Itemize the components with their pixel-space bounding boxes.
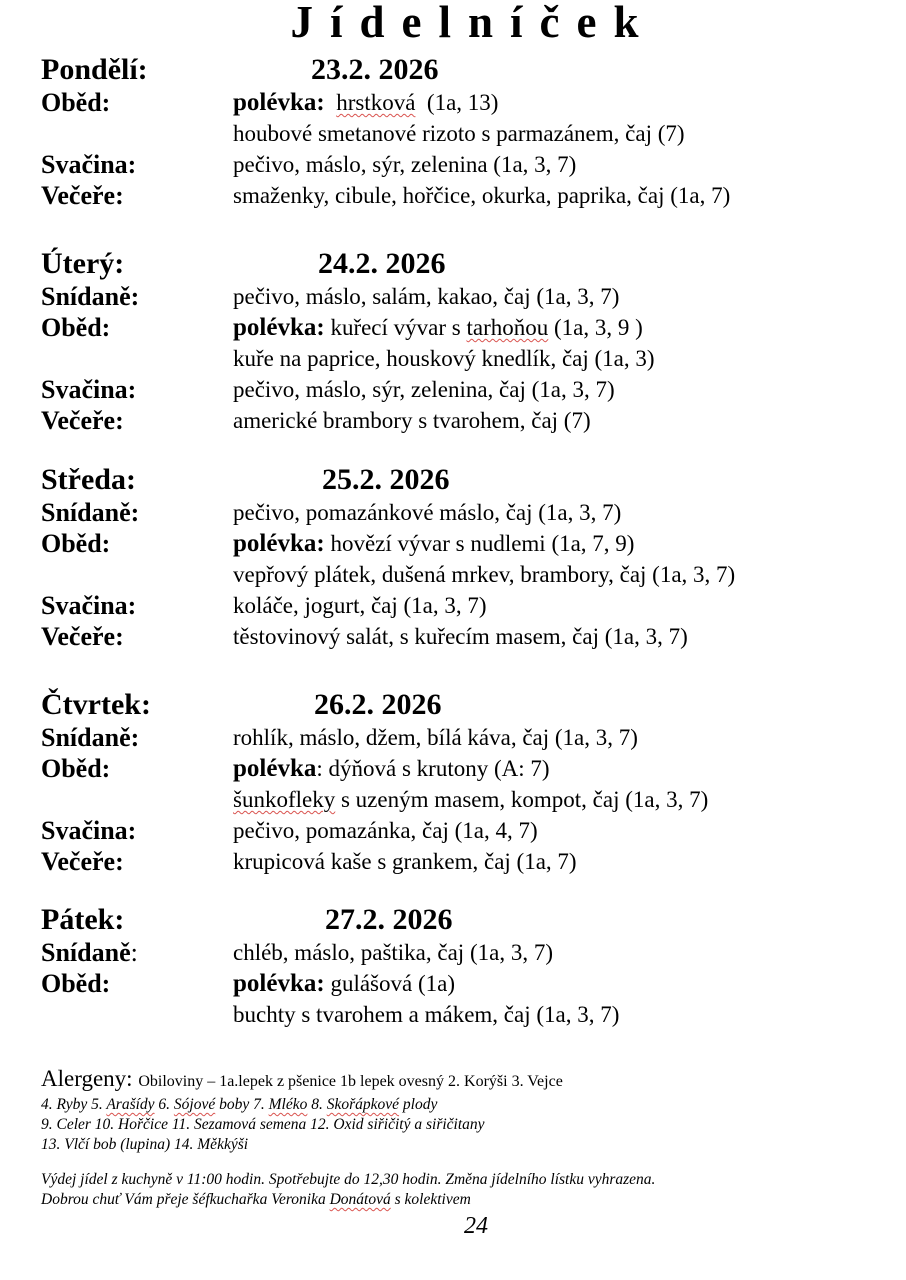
day-date: 23.2. 2026: [311, 53, 439, 86]
dinner-text: americké brambory s tvarohem, čaj (7): [233, 408, 591, 433]
allergens-legend: [41, 1066, 901, 1155]
allergens-word: Skořápkové: [326, 1096, 400, 1113]
main-course: [233, 784, 708, 815]
allergens-text: plody: [402, 1096, 438, 1113]
day-monday: [0, 53, 906, 211]
day-friday: [0, 903, 906, 1030]
breakfast-text: chléb, máslo, paštika, čaj (1a, 3, 7): [233, 940, 553, 965]
soup-line: [233, 968, 455, 999]
soup-keyword: polévka:: [233, 89, 325, 116]
soup-allergens: (1a, 3, 9 ): [554, 315, 643, 340]
soup-name: hovězí vývar s nudlemi (1a, 7, 9): [330, 531, 635, 556]
lunch-label: Oběd:: [41, 754, 111, 783]
soup-name: hrstková: [336, 90, 416, 115]
breakfast-label: Snídaně:: [41, 282, 140, 311]
soup-line: [233, 753, 550, 784]
lunch-label: Oběd:: [41, 529, 111, 558]
soup-keyword: polévka: [233, 755, 317, 782]
soup-keyword: polévka:: [233, 530, 325, 557]
day-name: Středa:: [41, 463, 136, 496]
soup-line: [233, 528, 634, 559]
allergens-text: 8.: [311, 1096, 323, 1113]
snack-label: Svačina:: [41, 816, 137, 845]
lunch-label: Oběd:: [41, 88, 111, 117]
allergens-text: 6.: [158, 1096, 171, 1113]
breakfast-label-colon: :: [130, 938, 138, 967]
main-course: houbové smetanové rizoto s parmazánem, čaj (7): [233, 121, 685, 146]
main-rest: s uzeným masem, kompot, čaj (1a, 3, 7): [340, 787, 709, 812]
snack-label: Svačina:: [41, 150, 137, 179]
snack-text: pečivo, máslo, sýr, zelenina (1a, 3, 7): [233, 152, 577, 177]
dinner-text: smaženky, cibule, hořčice, okurka, paprika, čaj (1a, 7): [233, 183, 731, 208]
footer-line-2: [41, 1190, 901, 1210]
breakfast-label: Snídaně:: [41, 723, 140, 752]
dinner-text: krupicová kaše s grankem, čaj (1a, 7): [233, 849, 577, 874]
page-title: Jídelníček: [290, 0, 656, 47]
day-wednesday: [0, 463, 906, 652]
main-course: vepřový plátek, dušená mrkev, brambory, čaj (1a, 3, 7): [233, 562, 736, 587]
day-tuesday: [0, 247, 906, 436]
allergens-text: 4. Ryby 5.: [41, 1096, 103, 1113]
allergens-word: Mléko: [268, 1096, 308, 1113]
allergens-text: boby 7.: [219, 1096, 265, 1113]
lunch-label: Oběd:: [41, 313, 111, 342]
day-name: Čtvrtek:: [41, 688, 151, 721]
footer-line-1: Výdej jídel z kuchyně v 11:00 hodin. Spotřebujte do 12,30 hodin. Změna jídelního lístku vyhrazena.: [41, 1171, 656, 1188]
breakfast-text: pečivo, pomazánkové máslo, čaj (1a, 3, 7): [233, 500, 622, 525]
day-date: 25.2. 2026: [322, 463, 450, 496]
allergens-line-4: 13. Vlčí bob (lupina) 14. Měkkýši: [41, 1136, 249, 1153]
page-number: 24: [464, 1213, 488, 1239]
breakfast-label-text: Snídaně: [41, 938, 131, 967]
snack-text: koláče, jogurt, čaj (1a, 3, 7): [233, 593, 487, 618]
soup-name: kuřecí vývar s: [330, 315, 461, 340]
day-thursday: [0, 688, 906, 877]
day-name: Pondělí:: [41, 53, 148, 86]
allergens-label: Alergeny:: [41, 1066, 133, 1091]
breakfast-text: rohlík, máslo, džem, bílá káva, čaj (1a, 3, 7): [233, 725, 638, 750]
day-date: 26.2. 2026: [314, 688, 442, 721]
main-course: buchty s tvarohem a mákem, čaj (1a, 3, 7): [233, 1002, 620, 1027]
snack-text: pečivo, máslo, sýr, zelenina, čaj (1a, 3, 7): [233, 377, 615, 402]
soup-word: tarhoňou: [466, 315, 549, 340]
dinner-label: Večeře:: [41, 622, 124, 651]
footer-notice: [41, 1170, 901, 1210]
day-date: 27.2. 2026: [325, 903, 453, 936]
soup-line: [233, 312, 643, 343]
soup-name: gulášová (1a): [330, 971, 455, 996]
dinner-label: Večeře:: [41, 406, 124, 435]
breakfast-label: Snídaně:: [41, 498, 140, 527]
dinner-label: Večeře:: [41, 847, 124, 876]
soup-name: : dýňová s krutony (A: 7): [316, 756, 550, 781]
snack-text: pečivo, pomazánka, čaj (1a, 4, 7): [233, 818, 538, 843]
allergens-word: Sójové: [173, 1096, 216, 1113]
allergens-line-1: [41, 1066, 901, 1095]
soup-allergens: (1a, 13): [426, 90, 499, 115]
snack-label: Svačina:: [41, 375, 137, 404]
allergens-line-2: [41, 1095, 901, 1115]
soup-line: [233, 87, 498, 118]
soup-keyword: polévka:: [233, 314, 325, 341]
chef-name: Donátová: [329, 1191, 391, 1208]
allergens-line-3: 9. Celer 10. Hořčice 11. Sezamová semena 12. Oxid siřičitý a siřičitany: [41, 1116, 485, 1133]
day-name: Úterý:: [41, 247, 125, 280]
footer-text: Dobrou chuť Vám přeje šéfkuchařka Veronika: [41, 1191, 326, 1208]
day-name: Pátek:: [41, 903, 125, 936]
main-course: kuře na paprice, houskový knedlík, čaj (1a, 3): [233, 346, 655, 371]
soup-keyword: polévka:: [233, 970, 325, 997]
breakfast-text: pečivo, máslo, salám, kakao, čaj (1a, 3, 7): [233, 284, 620, 309]
allergens-text: Obiloviny – 1a.lepek z pšenice 1b lepek ovesný 2. Korýši 3. Vejce: [138, 1073, 563, 1090]
dinner-text: těstovinový salát, s kuřecím masem, čaj (1a, 3, 7): [233, 624, 688, 649]
allergens-word: Arašídy: [106, 1096, 155, 1113]
dinner-label: Večeře:: [41, 181, 124, 210]
day-date: 24.2. 2026: [318, 247, 446, 280]
snack-label: Svačina:: [41, 591, 137, 620]
breakfast-label: [41, 937, 138, 968]
footer-text: s kolektivem: [394, 1191, 471, 1208]
lunch-label: Oběd:: [41, 969, 111, 998]
main-word: šunkofleky: [233, 787, 336, 812]
